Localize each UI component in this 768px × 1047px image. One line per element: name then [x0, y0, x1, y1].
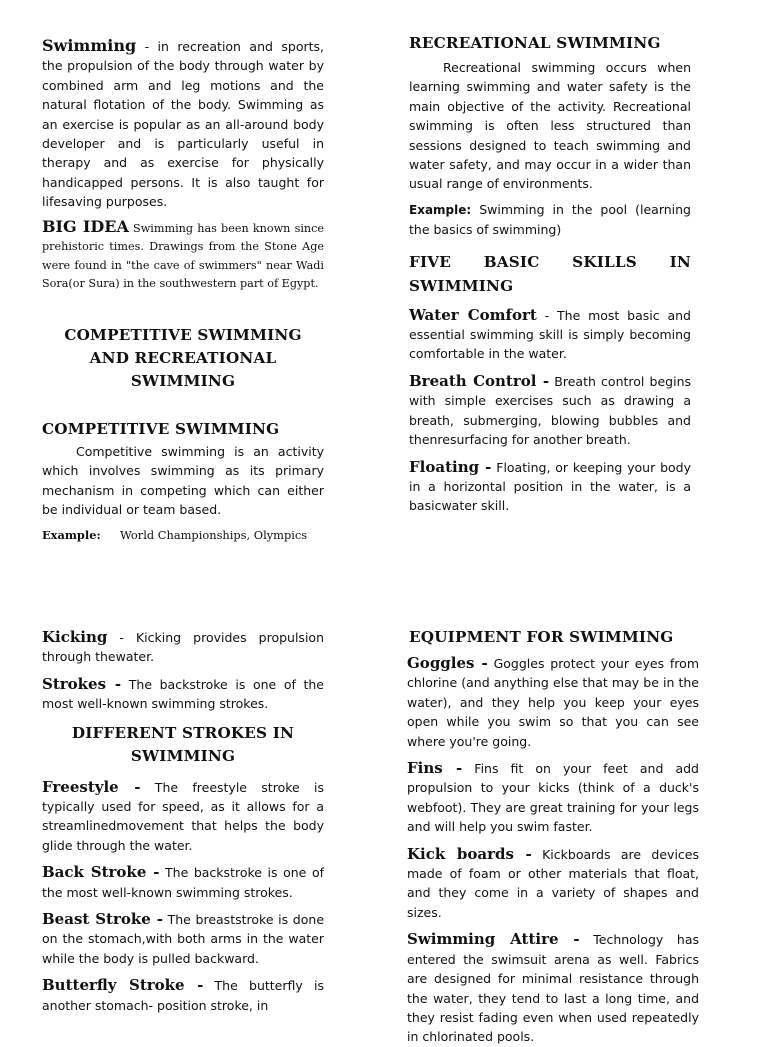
- equipment-term: Kick boards -: [407, 844, 532, 863]
- skill-breath-control: [409, 372, 691, 450]
- stroke-text: The freestyle stroke is typically used for speed, as it allows for a streamlinedmovement that helps the body glide through the water.: [42, 779, 324, 853]
- left-bottom-column: [42, 628, 324, 1015]
- skills-heading: FIVE BASIC SKILLS IN SWIMMING: [409, 252, 691, 295]
- skill-term: Breath Control -: [409, 371, 550, 390]
- swimming-term: Swimming: [42, 36, 137, 55]
- skill-text: The most basic and essential swimming skill is simply becoming comfortable in the water.: [409, 307, 691, 362]
- stroke-term: Freestyle -: [42, 777, 141, 796]
- different-strokes-heading: DIFFERENT STROKES IN SWIMMING: [71, 723, 295, 765]
- big-idea-term: BIG IDEA: [42, 216, 129, 236]
- recreational-heading: RECREATIONAL SWIMMING: [409, 34, 661, 52]
- example-text: World Championships, Olympics: [120, 527, 308, 542]
- equipment-kick-boards: [407, 845, 699, 923]
- equipment-fins: [407, 759, 699, 837]
- stroke-text: The backstroke is one of the most well-known swimming strokes.: [42, 865, 324, 900]
- strokes-text: The backstroke is one of the most well-known swimming strokes.: [42, 676, 324, 712]
- competitive-heading: COMPETITIVE SWIMMING: [42, 420, 280, 439]
- stroke-term: Beast Stroke -: [42, 910, 163, 929]
- stroke-text: The butterfly is another stomach- position stroke, in: [42, 978, 324, 1013]
- skill-text: Floating, or keeping your body in a horizontal position in the water, is a basicwater skill.: [409, 459, 691, 514]
- competitive-text: Competitive swimming is an activity which involves swimming as its primary mechanism in competing which can either be individual or team based.: [42, 444, 324, 518]
- recreational-example-label: Example:: [409, 202, 472, 217]
- kicking-term: Kicking: [42, 628, 108, 646]
- equipment-text: Technology has entered the swimsuit arena as well. Fabrics are designed for minimal resistance through the water, they tend to last a long time, and they resist fading even when used repeatedly in chlorinated pools.: [407, 932, 700, 1045]
- equipment-term: Goggles -: [407, 654, 488, 672]
- equipment-text: Kickboards are devices made of foam or other materials that float, and they come in a variety of shapes and sizes.: [407, 846, 699, 920]
- skill-floating: [409, 458, 691, 516]
- stroke-butterfly: [42, 976, 324, 1015]
- right-bottom-column: [407, 628, 699, 1047]
- section-title: COMPETITIVE SWIMMING AND RECREATIONAL SWIMMING: [64, 326, 302, 391]
- right-top-column: [409, 34, 691, 516]
- stroke-term: Back Stroke -: [42, 863, 160, 882]
- stroke-breast: [42, 910, 324, 968]
- example-label: Example:: [42, 527, 101, 542]
- skill-water-comfort: [409, 306, 691, 364]
- equipment-text: Goggles protect your eyes from chlorine (and anything else that may be in the water), and they help you keep your eyes open while you swim so that you can see where you're going.: [407, 656, 699, 749]
- swimming-definition: - in recreation and sports, the propulsion of the body through water by combined arm and leg motions and the natural flotation of the body. Swimming as an exercise is popular as an all-around body developer and is particularly useful in therapy and as exercise for physically handicapped persons. It is also taught for lifesaving purposes.: [42, 39, 324, 210]
- equipment-term: Fins -: [407, 759, 463, 778]
- equipment-term: Swimming Attire -: [407, 930, 580, 949]
- stroke-freestyle: [42, 778, 324, 856]
- big-idea-text: Swimming has been known since prehistoric times. Drawings from the Stone Age were found in "the cave of swimmers" near Wadi Sora(or Sura) in the southwestern part of Egypt.: [42, 221, 324, 291]
- equipment-heading: EQUIPMENT FOR SWIMMING: [409, 628, 674, 646]
- skill-text: Breath control begins with simple exercises such as drawing a breath, submerging, blowing bubbles and thenresurfacing for another breath.: [409, 373, 692, 448]
- stroke-text: The breaststroke is done on the stomach,with both arms in the water while the body is pulled backward.: [42, 912, 325, 966]
- skill-term: Floating -: [409, 457, 492, 476]
- equipment-text: Fins fit on your feet and add propulsion to your kicks (think of a duck's webfoot). They are great training for your legs and will help you swim faster.: [407, 761, 699, 835]
- recreational-example: [409, 200, 691, 240]
- equipment-swimming-attire: [407, 930, 699, 1046]
- stroke-term: Butterfly Stroke -: [42, 976, 204, 995]
- kicking-text: - Kicking provides propulsion through thewater.: [42, 630, 324, 665]
- strokes-term: Strokes -: [42, 674, 122, 693]
- kicking-paragraph: [42, 628, 324, 667]
- skill-sep: -: [536, 307, 558, 323]
- recreational-text: Recreational swimming occurs when learning swimming and water safety is the main objective of the activity. Recreational swimming is often less structured than sessions designed to teach swimming and water safety, and may occur in a wider than usual range of environments.: [409, 60, 691, 192]
- swimming-paragraph: [42, 36, 324, 212]
- stroke-back: [42, 863, 324, 902]
- competitive-example: [42, 528, 324, 542]
- recreational-example-text: Swimming in the pool (learning the basics of swimming): [409, 201, 691, 238]
- strokes-paragraph: [42, 675, 324, 714]
- left-top-column: [42, 36, 324, 542]
- skill-term: Water Comfort: [409, 305, 537, 324]
- equipment-goggles: [407, 654, 699, 751]
- big-idea-paragraph: [42, 218, 324, 294]
